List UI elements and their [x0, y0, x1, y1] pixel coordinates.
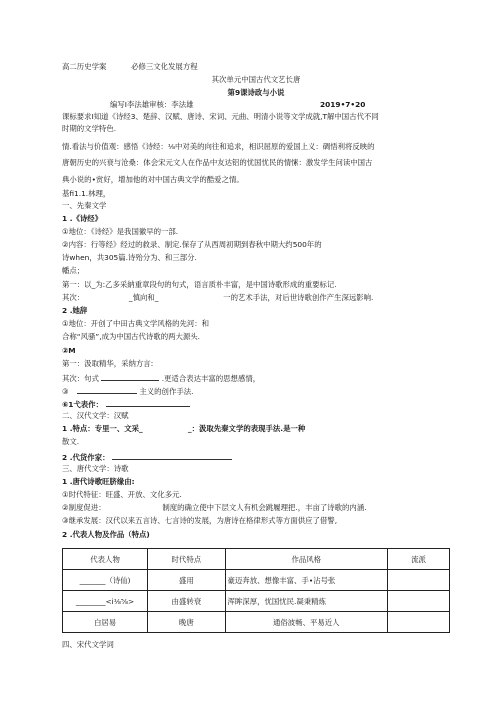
section-3-heading: 三、唐代文学：诗歌 [62, 464, 129, 473]
chuci-representative-label: ⑥1弋表作： [62, 400, 103, 409]
standard-line-1: 课标要求I知道《诗经3、楚辞、汉赋、唐诗、宋词、元曲、明清小说等文学成就,T解中国古代不同 [62, 112, 379, 121]
lesson-title: 第9课诗政与小说 [227, 88, 285, 97]
tang-reason-2 [62, 503, 462, 513]
tang-reasons-heading: 1 .唐代诗歌旺脐缘由: [62, 477, 135, 486]
table-cell: 通俗波畅、平易近人 [225, 612, 388, 633]
chuci-feature-2-end: .更适合表达丰富的思想感情， [161, 374, 261, 383]
date-text: 2019•7•20 [320, 100, 366, 109]
fill-blank[interactable] [112, 451, 232, 460]
table-cell: ________<i⅛⅝> [63, 591, 148, 612]
section-2-heading: 二、汉代文学：汉赋 [62, 411, 129, 420]
feature-first: 第一：以_为:乙多采納重章段句的句式，语言质朴丰富，是中国诗歌形成的重要标记. [62, 280, 337, 289]
section-1-heading: 一、先秦文学 [62, 201, 107, 210]
shijing-content: ②内容：行等经》经过的救录、制定.保存了从西周初期到春秋中期大约500年的 [62, 240, 322, 249]
values-line-2: 唐朝历史的兴衰与沧桑：体会宋元文人在作品中友达铝的忧国忧民的情愫：激发学生问读中国古 [62, 158, 373, 167]
chuci-feature-3 [62, 385, 462, 397]
editor-text: 编写I李法雄审核：李法雄 [110, 100, 194, 109]
han-feature [62, 424, 462, 434]
standard-line-2: 时期的文学特色. [62, 124, 117, 133]
course-label: 高二历史学案 [62, 62, 107, 71]
fill-blank[interactable] [101, 372, 159, 381]
tang-reason-2-label: ②制度促进： [62, 503, 106, 512]
fill-blank[interactable] [77, 385, 137, 394]
values-line-3: 典小说的•赏好，增加他的对中国古典文学的酷爱之情。 [62, 175, 244, 184]
han-feature-2: 散文. [62, 437, 80, 446]
han-representative [62, 451, 462, 463]
header-line [62, 62, 462, 72]
table-row [63, 570, 450, 591]
shijing-status: ①地位：《诗经》是我国徽早的一部. [62, 227, 179, 236]
table-cell: _______（诗仙) [63, 570, 148, 591]
representatives-table [62, 548, 450, 633]
chuci-status: ①地位：开创了中田古典文学风格的先河：和 [62, 319, 210, 328]
table-cell: 晚唐 [148, 612, 225, 633]
table-cell [388, 591, 450, 612]
features-label: 幡点； [62, 266, 85, 275]
values-line-1: 情.看法与价值观：感悟《诗经：⅛中对美的向往和追求，相识屈原的爱国上义：碉悟利将反映的 [62, 142, 375, 151]
table-cell [388, 570, 450, 591]
han-feature-label: 1 .特点：专里一、文采_ [62, 424, 143, 433]
table-row [63, 591, 450, 612]
table-header-cell: 作品风格 [225, 549, 388, 570]
basis-heading: 基fi1.1.林理， [62, 189, 111, 198]
han-feature-end: _：汲取先秦文学的表现手法.是一种 [187, 424, 306, 433]
shijing-content-2: 诗when，共305篇.诗殆分为、和三部分. [62, 253, 197, 262]
table-row [63, 612, 450, 633]
editor-line [110, 100, 450, 110]
chuci-feature-3-end: 主义的创作手法. [139, 387, 194, 396]
table-cell: 豪迈奔放、想像丰富、手•沾号张 [225, 570, 388, 591]
chuci-heading: 2 .她辞 [62, 306, 88, 315]
table-header-cell: 代表人物 [63, 549, 148, 570]
shijing-heading: 1 .《诗经》 [62, 214, 103, 223]
chuci-features-heading: ②M [62, 346, 76, 355]
han-representative-label: 2 .代货作家： [62, 453, 110, 462]
table-cell: 浑眸深厚，忧国忧民.凝秉精炼 [225, 591, 388, 612]
table-cell: 盛用 [148, 570, 225, 591]
chuci-feature-3-label: ③ [62, 387, 69, 396]
table-cell: 白居易 [63, 612, 148, 633]
tang-reason-3: ③继承发展：汉代以来五言诗、七言诗的发展，为唐诗在格律形式等方面供应了借警, [62, 516, 338, 525]
course-subtitle: 必修三文化发展方程 [131, 62, 198, 71]
chuci-feature-2 [62, 372, 462, 384]
table-header-row [63, 549, 450, 570]
feature-second-end: 一的艺术手法，对后世诗歌创作产生深远影响. [223, 293, 374, 302]
table-header-cell: 流派 [388, 549, 450, 570]
chuci-representative [62, 398, 462, 410]
fill-blank[interactable] [106, 398, 190, 407]
feature-second [62, 293, 462, 303]
tang-reason-2-end: 制度的确立使中下层文人有机会跳履理把.，丰亩了诗歌的内涵. [162, 503, 367, 512]
feature-second-label: 其次： [62, 293, 85, 302]
table-cell: 由盛转衰 [148, 591, 225, 612]
section-4-heading: 四、宋代文学词 [62, 640, 114, 649]
feature-second-mid: _慎向和_ [128, 293, 159, 302]
table-header-cell: 时代特点 [148, 549, 225, 570]
chuci-feature-1: 第一：汲取精华，采纳方言: [62, 359, 154, 368]
chuci-feature-2-label: 其次：句式 [62, 374, 99, 383]
table-cell [388, 612, 450, 633]
tang-reason-1: ①时代特征：旺盛、开放、文化多元. [62, 490, 182, 499]
unit-title: 其次单元中国古代文艺长唐 [211, 75, 301, 84]
tang-representatives-heading: 2 .代表人物及作品（特点) [62, 530, 150, 539]
chuci-status-2: 合称“风骚”,成为中国古代诗歌的两大源头. [62, 332, 200, 341]
